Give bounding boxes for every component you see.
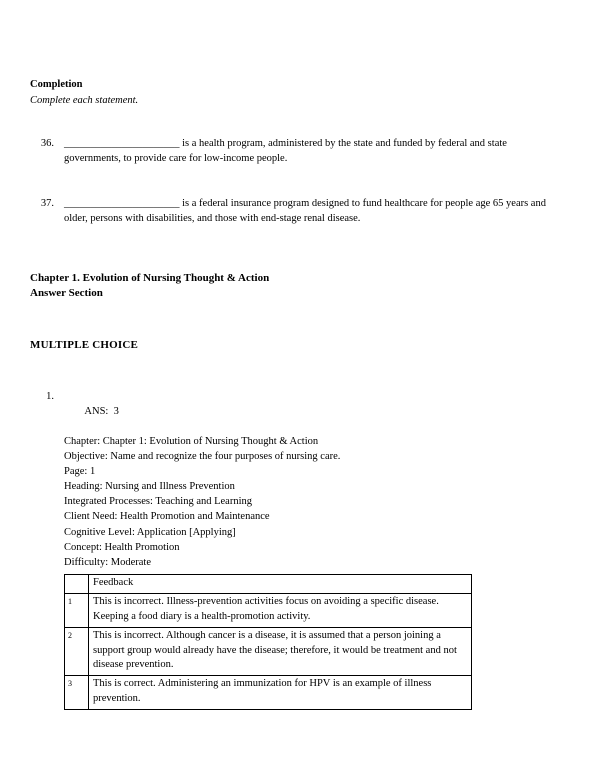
table-row	[65, 574, 472, 593]
question-text: ______________________ is a federal insurance program designed to fund healthcare for people age 65 years and older, persons with disabilities, and those with end-stage renal disease.	[64, 198, 546, 224]
section-heading-completion: Completion	[30, 79, 83, 90]
feedback-index: 2	[65, 627, 89, 676]
feedback-text: This is incorrect. Illness-prevention activities focus on avoiding a specific disease. Keeping a food diary is a health-promotion activity.	[89, 593, 472, 627]
feedback-table	[64, 574, 472, 710]
ans-value: 3	[113, 405, 119, 417]
feedback-text: This is incorrect. Although cancer is a disease, it is assumed that a person joining a support group would already have the disease; therefore, it would be treatment and not disease prevention.	[89, 627, 472, 676]
multiple-choice-heading: MULTIPLE CHOICE	[30, 338, 139, 351]
answer-detail-line: Concept: Health Promotion	[64, 541, 180, 553]
answer-detail-line: Difficulty: Moderate	[64, 556, 151, 568]
answer-detail-line: Heading: Nursing and Illness Prevention	[64, 481, 235, 493]
feedback-header: Feedback	[89, 574, 472, 593]
table-row	[65, 627, 472, 676]
answer-detail-line: Objective: Name and recognize the four purposes of nursing care.	[64, 451, 341, 463]
feedback-index: 3	[65, 676, 89, 710]
answer-section-line: Answer Section	[30, 286, 103, 299]
table-row	[65, 593, 472, 627]
question-number: 36.	[40, 138, 54, 150]
question-item	[30, 197, 548, 227]
answer-detail-line: Page: 1	[64, 466, 96, 478]
question-text: ______________________ is a health program, administered by the state and funded by federal and state governments, to provide care for low-income people.	[64, 138, 507, 165]
answer-detail-line: Chapter: Chapter 1: Evolution of Nursing Thought & Action	[64, 435, 319, 447]
answer-key-line	[64, 389, 548, 434]
question-number: 37.	[40, 198, 54, 210]
question-item	[30, 137, 548, 167]
feedback-index: 1	[65, 593, 89, 627]
answer-body	[64, 389, 548, 711]
answer-number: 1.	[46, 390, 54, 402]
table-row	[65, 676, 472, 710]
answer-detail-line: Cognitive Level: Application [Applying]	[64, 526, 236, 538]
section-instruction: Complete each statement.	[30, 94, 139, 106]
answer-item	[30, 389, 548, 711]
answer-detail-line: Integrated Processes: Teaching and Learning	[64, 496, 253, 508]
feedback-text: This is correct. Administering an immunization for HPV is an example of illness prevention.	[89, 676, 472, 710]
completion-section	[30, 78, 548, 227]
answer-detail-line: Client Need: Health Promotion and Maintenance	[64, 511, 270, 523]
ans-label: ANS:	[84, 405, 109, 417]
chapter-title-line: Chapter 1. Evolution of Nursing Thought & Action	[30, 271, 270, 284]
chapter-heading	[30, 271, 548, 301]
feedback-index-blank	[65, 574, 89, 593]
